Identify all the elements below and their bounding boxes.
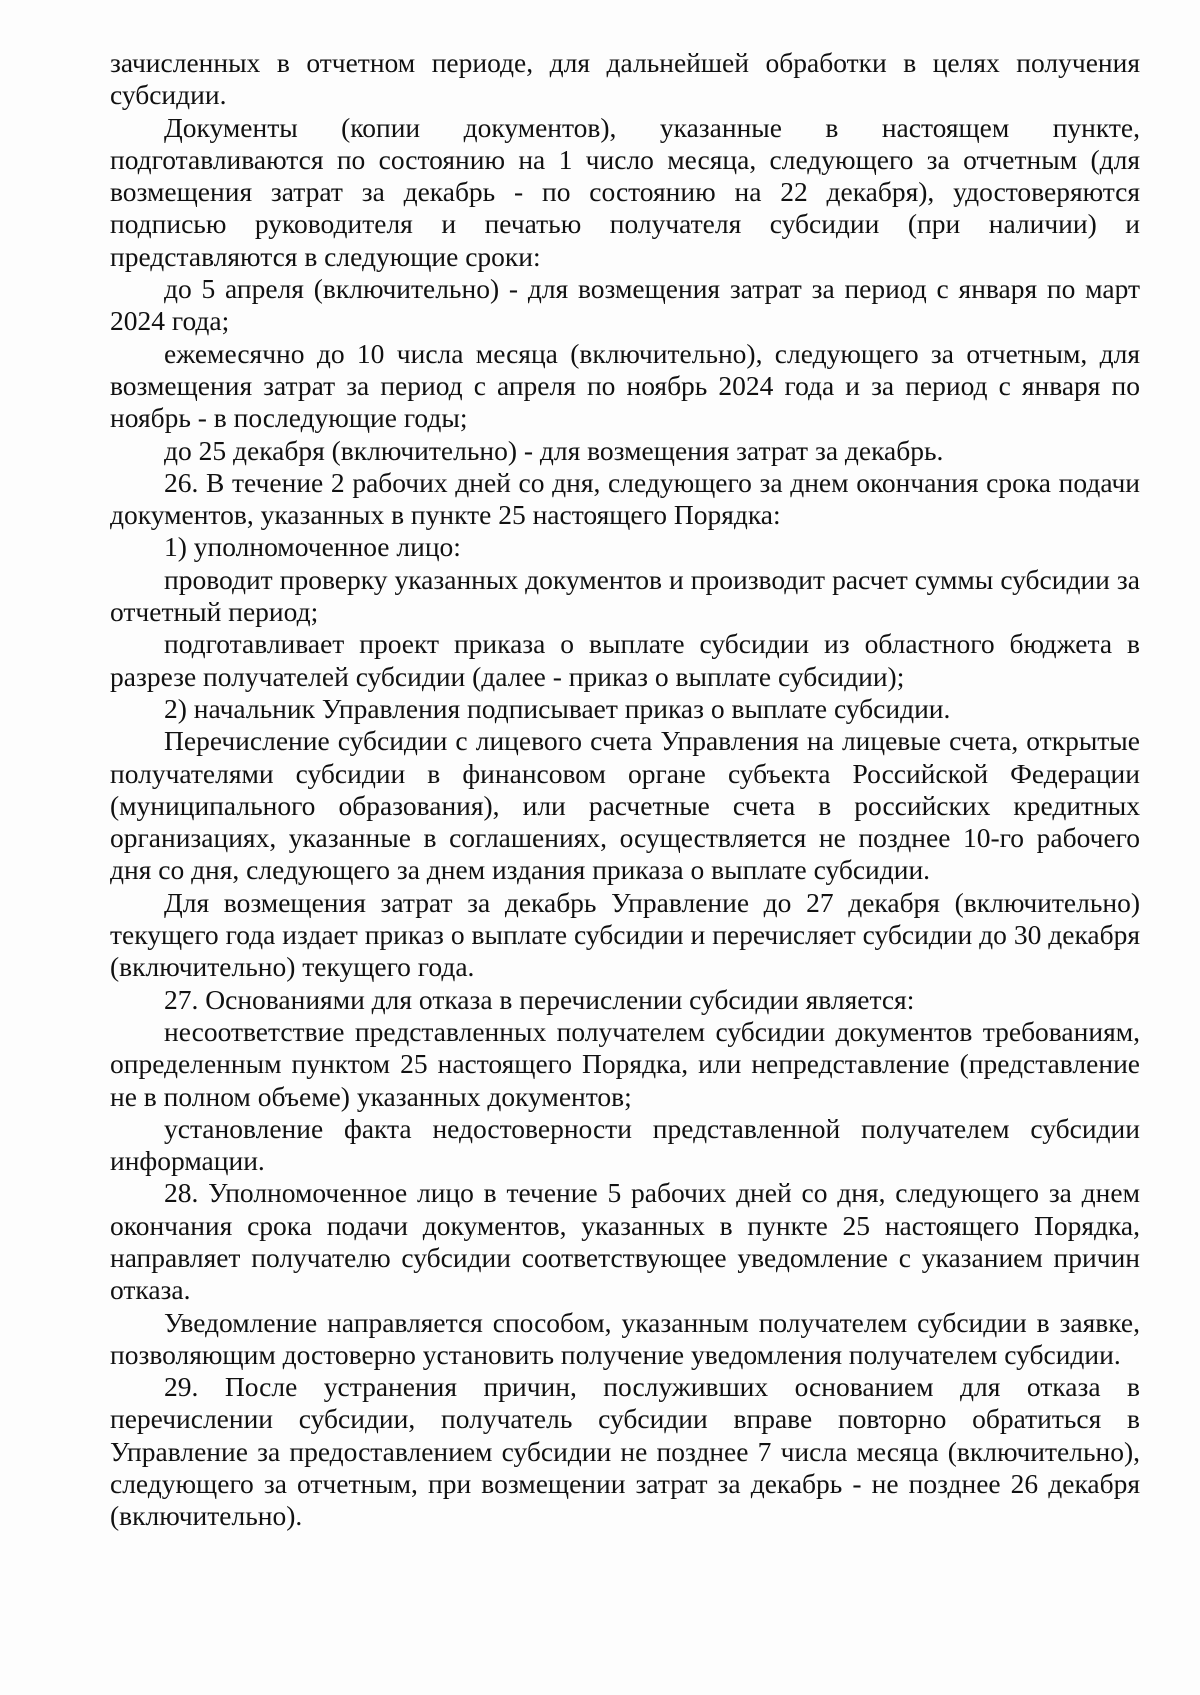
paragraph-authorized-person: 1) уполномоченное лицо: — [164, 531, 461, 563]
paragraph-notification: Уведомление направляется способом, указанным получателем субсидии в заявке, позволяющим достоверно установить получение уведомления получателем субсидии. — [110, 1306, 1140, 1370]
paragraph-deadline-monthly: ежемесячно до 10 числа месяца (включительно), следующего за отчетным, для возмещения затрат за период с апреля по ноябрь 2024 года и за период с января по ноябрь - в последующие годы; — [110, 337, 1140, 434]
paragraph-item-26: 26. В течение 2 рабочих дней со дня, следующего за днем окончания срока подачи документов, указанных в пункте 25 настоящего Порядка: — [110, 466, 1140, 531]
paragraph-documents-preparation: Документы (копии документов), указанные в настоящем пункте, подготавливаются по состоянию на 1 число месяца, следующего за отчетным (для возмещения затрат за декабрь - по состоянию на 22 декабря), удостоверяются подписью руководителя и печатью получателя субсидии (при наличии) и представляются в следующие сроки: — [110, 111, 1140, 272]
paragraph-deadline-december: до 25 декабря (включительно) - для возмещения затрат за декабрь. — [164, 434, 944, 466]
paragraph-continuation: зачисленных в отчетном периоде, для дальнейшей обработки в целях получения субсидии. — [110, 47, 1140, 111]
paragraph-transfer: Перечисление субсидии с лицевого счета Управления на лицевые счета, открытые получателями субсидии в финансовом органе субъекта Российской Федерации (муниципального образования), или расчетные счета в российских кредитных организациях, указанные в соглашениях, осуществляется не позднее 10-го рабочего дня со дня, следующего за днем издания приказа о выплате субсидии. — [110, 725, 1140, 886]
document-body — [110, 47, 1140, 1533]
paragraph-item-28: 28. Уполномоченное лицо в течение 5 рабочих дней со дня, следующего за днем окончания срока подачи документов, указанных в пункте 25 настоящего Порядка, направляет получателю субсидии соответствующее уведомление с указанием причин отказа. — [110, 1177, 1140, 1306]
paragraph-december-compensation: Для возмещения затрат за декабрь Управление до 27 декабря (включительно) текущего года издает приказ о выплате субсидии и перечисляет субсидии до 30 декабря (включительно) текущего года. — [110, 886, 1140, 983]
paragraph-unreliable-info: установление факта недостоверности представленной получателем субсидии информации. — [110, 1112, 1140, 1177]
paragraph-deadline-april: до 5 апреля (включительно) - для возмещения затрат за период с января по март 2024 года; — [110, 273, 1140, 337]
paragraph-item-29: 29. После устранения причин, послуживших основанием для отказа в перечислении субсидии, получатель субсидии вправе повторно обратиться в Управление за предоставлением субсидии не позднее 7 числа месяца (включительно), следующего за отчетным, при возмещении затрат за декабрь - не позднее 26 декабря (включительно). — [110, 1371, 1140, 1532]
paragraph-verification: проводит проверку указанных документов и производит расчет суммы субсидии за отчетный период; — [110, 563, 1140, 628]
paragraph-item-27: 27. Основаниями для отказа в перечислении субсидии является: — [164, 983, 915, 1015]
paragraph-nonconformity: несоответствие представленных получателем субсидии документов требованиям, определенным пунктом 25 настоящего Порядка, или непредставление (представление не в полном объеме) указанных документов; — [110, 1015, 1140, 1112]
paragraph-draft-order: подготавливает проект приказа о выплате субсидии из областного бюджета в разрезе получателей субсидии (далее - приказ о выплате субсидии); — [110, 628, 1140, 692]
paragraph-head-signs: 2) начальник Управления подписывает приказ о выплате субсидии. — [164, 692, 951, 724]
